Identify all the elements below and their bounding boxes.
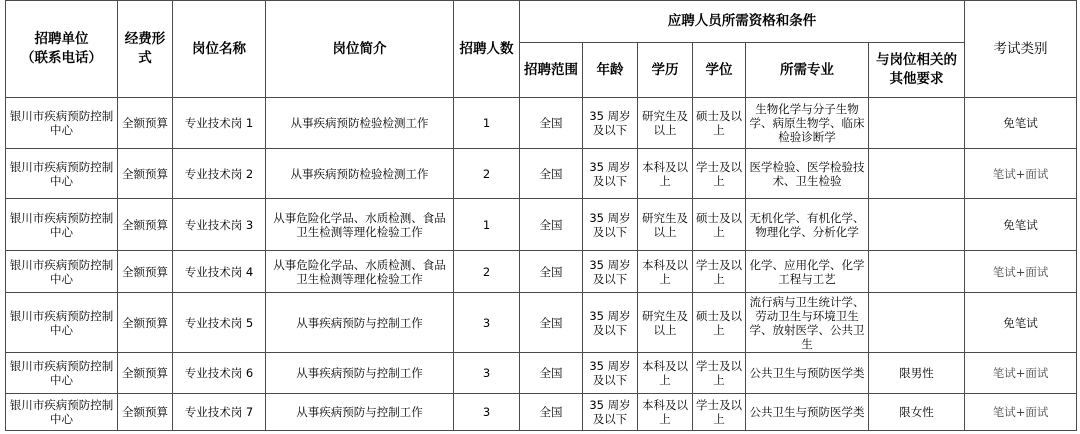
cell-degree: 硕士及以上 (693, 199, 746, 251)
cell-age: 35 周岁及以下 (583, 293, 638, 353)
cell-degree: 学士及以上 (693, 394, 746, 431)
header-post-desc: 岗位简介 (266, 1, 454, 98)
cell-exam: 免笔试 (965, 98, 1077, 149)
cell-education: 本科及以上 (638, 394, 693, 431)
header-count: 招聘人数 (454, 1, 520, 98)
cell-count: 3 (454, 353, 520, 394)
cell-education: 本科及以上 (638, 353, 693, 394)
cell-major: 无机化学、有机化学、物理化学、分析化学 (746, 199, 869, 251)
cell-scope: 全国 (520, 353, 583, 394)
cell-exam: 免笔试 (965, 293, 1077, 353)
cell-education: 研究生及以上 (638, 98, 693, 149)
cell-desc: 从事疾病预防与控制工作 (266, 353, 454, 394)
cell-other (869, 98, 965, 149)
cell-other (869, 149, 965, 199)
cell-count: 2 (454, 251, 520, 293)
cell-scope: 全国 (520, 199, 583, 251)
header-unit (6, 1, 118, 98)
cell-scope: 全国 (520, 251, 583, 293)
cell-count: 1 (454, 199, 520, 251)
cell-major: 公共卫生与预防医学类 (746, 394, 869, 431)
cell-major: 生物化学与分子生物学、病原生物学、临床检验诊断学 (746, 98, 869, 149)
cell-major: 公共卫生与预防医学类 (746, 353, 869, 394)
cell-age: 35 周岁及以下 (583, 98, 638, 149)
cell-scope: 全国 (520, 394, 583, 431)
cell-education: 研究生及以上 (638, 293, 693, 353)
cell-desc: 从事疾病预防检验检测工作 (266, 98, 454, 149)
cell-desc: 从事疾病预防与控制工作 (266, 394, 454, 431)
header-scope: 招聘范围 (520, 43, 583, 98)
cell-post: 专业技术岗 6 (173, 353, 266, 394)
cell-desc: 从事疾病预防检验检测工作 (266, 149, 454, 199)
header-unit-label: 招聘单位 (34, 31, 89, 47)
table-row (6, 353, 1077, 394)
cell-other: 限男性 (869, 353, 965, 394)
cell-desc: 从事危险化学品、水质检测、食品卫生检测等理化检验工作 (266, 199, 454, 251)
cell-desc: 从事疾病预防与控制工作 (266, 293, 454, 353)
cell-age: 35 周岁及以下 (583, 251, 638, 293)
header-funding: 经费形式 (118, 1, 173, 98)
header-exam: 考试类别 (965, 1, 1077, 98)
header-qualifications: 应聘人员所需资格和条件 (520, 1, 965, 43)
recruitment-table (5, 0, 1077, 431)
table-row (6, 149, 1077, 199)
cell-count: 2 (454, 149, 520, 199)
cell-unit: 银川市疾病预防控制中心 (6, 98, 118, 149)
cell-exam: 笔试+面试 (965, 394, 1077, 431)
cell-count: 3 (454, 394, 520, 431)
cell-post: 专业技术岗 7 (173, 394, 266, 431)
table-row (6, 394, 1077, 431)
cell-degree: 学士及以上 (693, 251, 746, 293)
header-education: 学历 (638, 43, 693, 98)
cell-education: 本科及以上 (638, 149, 693, 199)
cell-post: 专业技术岗 4 (173, 251, 266, 293)
table-row (6, 293, 1077, 353)
cell-exam: 笔试+面试 (965, 251, 1077, 293)
cell-unit: 银川市疾病预防控制中心 (6, 199, 118, 251)
cell-unit: 银川市疾病预防控制中心 (6, 149, 118, 199)
table-row (6, 98, 1077, 149)
cell-degree: 硕士及以上 (693, 98, 746, 149)
cell-post: 专业技术岗 5 (173, 293, 266, 353)
cell-desc: 从事危险化学品、水质检测、食品卫生检测等理化检验工作 (266, 251, 454, 293)
header-post-name: 岗位名称 (173, 1, 266, 98)
cell-funding: 全额预算 (118, 251, 173, 293)
header-age: 年龄 (583, 43, 638, 98)
cell-education: 本科及以上 (638, 251, 693, 293)
cell-other (869, 293, 965, 353)
cell-exam: 笔试+面试 (965, 353, 1077, 394)
header-major: 所需专业 (746, 43, 869, 98)
table-row (6, 199, 1077, 251)
header-unit-sub: （联系电话） (21, 50, 102, 66)
cell-count: 3 (454, 293, 520, 353)
cell-funding: 全额预算 (118, 394, 173, 431)
cell-age: 35 周岁及以下 (583, 199, 638, 251)
cell-major: 流行病与卫生统计学、劳动卫生与环境卫生学、放射医学、公共卫生 (746, 293, 869, 353)
cell-scope: 全国 (520, 98, 583, 149)
cell-funding: 全额预算 (118, 293, 173, 353)
cell-post: 专业技术岗 2 (173, 149, 266, 199)
cell-unit: 银川市疾病预防控制中心 (6, 293, 118, 353)
cell-count: 1 (454, 98, 520, 149)
cell-unit: 银川市疾病预防控制中心 (6, 353, 118, 394)
table-row (6, 251, 1077, 293)
cell-unit: 银川市疾病预防控制中心 (6, 251, 118, 293)
cell-funding: 全额预算 (118, 98, 173, 149)
cell-funding: 全额预算 (118, 149, 173, 199)
cell-post: 专业技术岗 3 (173, 199, 266, 251)
cell-age: 35 周岁及以下 (583, 149, 638, 199)
cell-degree: 硕士及以上 (693, 293, 746, 353)
cell-other (869, 251, 965, 293)
cell-other (869, 199, 965, 251)
header-other: 与岗位相关的其他要求 (869, 43, 965, 98)
cell-major: 医学检验、医学检验技术、卫生检验 (746, 149, 869, 199)
cell-exam: 笔试+面试 (965, 149, 1077, 199)
cell-degree: 学士及以上 (693, 353, 746, 394)
cell-funding: 全额预算 (118, 353, 173, 394)
cell-major: 化学、应用化学、化学工程与工艺 (746, 251, 869, 293)
cell-age: 35 周岁及以下 (583, 394, 638, 431)
cell-age: 35 周岁及以下 (583, 353, 638, 394)
cell-scope: 全国 (520, 149, 583, 199)
cell-scope: 全国 (520, 293, 583, 353)
cell-funding: 全额预算 (118, 199, 173, 251)
cell-degree: 学士及以上 (693, 149, 746, 199)
header-degree: 学位 (693, 43, 746, 98)
cell-unit: 银川市疾病预防控制中心 (6, 394, 118, 431)
cell-post: 专业技术岗 1 (173, 98, 266, 149)
cell-education: 研究生及以上 (638, 199, 693, 251)
cell-exam: 免笔试 (965, 199, 1077, 251)
cell-other: 限女性 (869, 394, 965, 431)
